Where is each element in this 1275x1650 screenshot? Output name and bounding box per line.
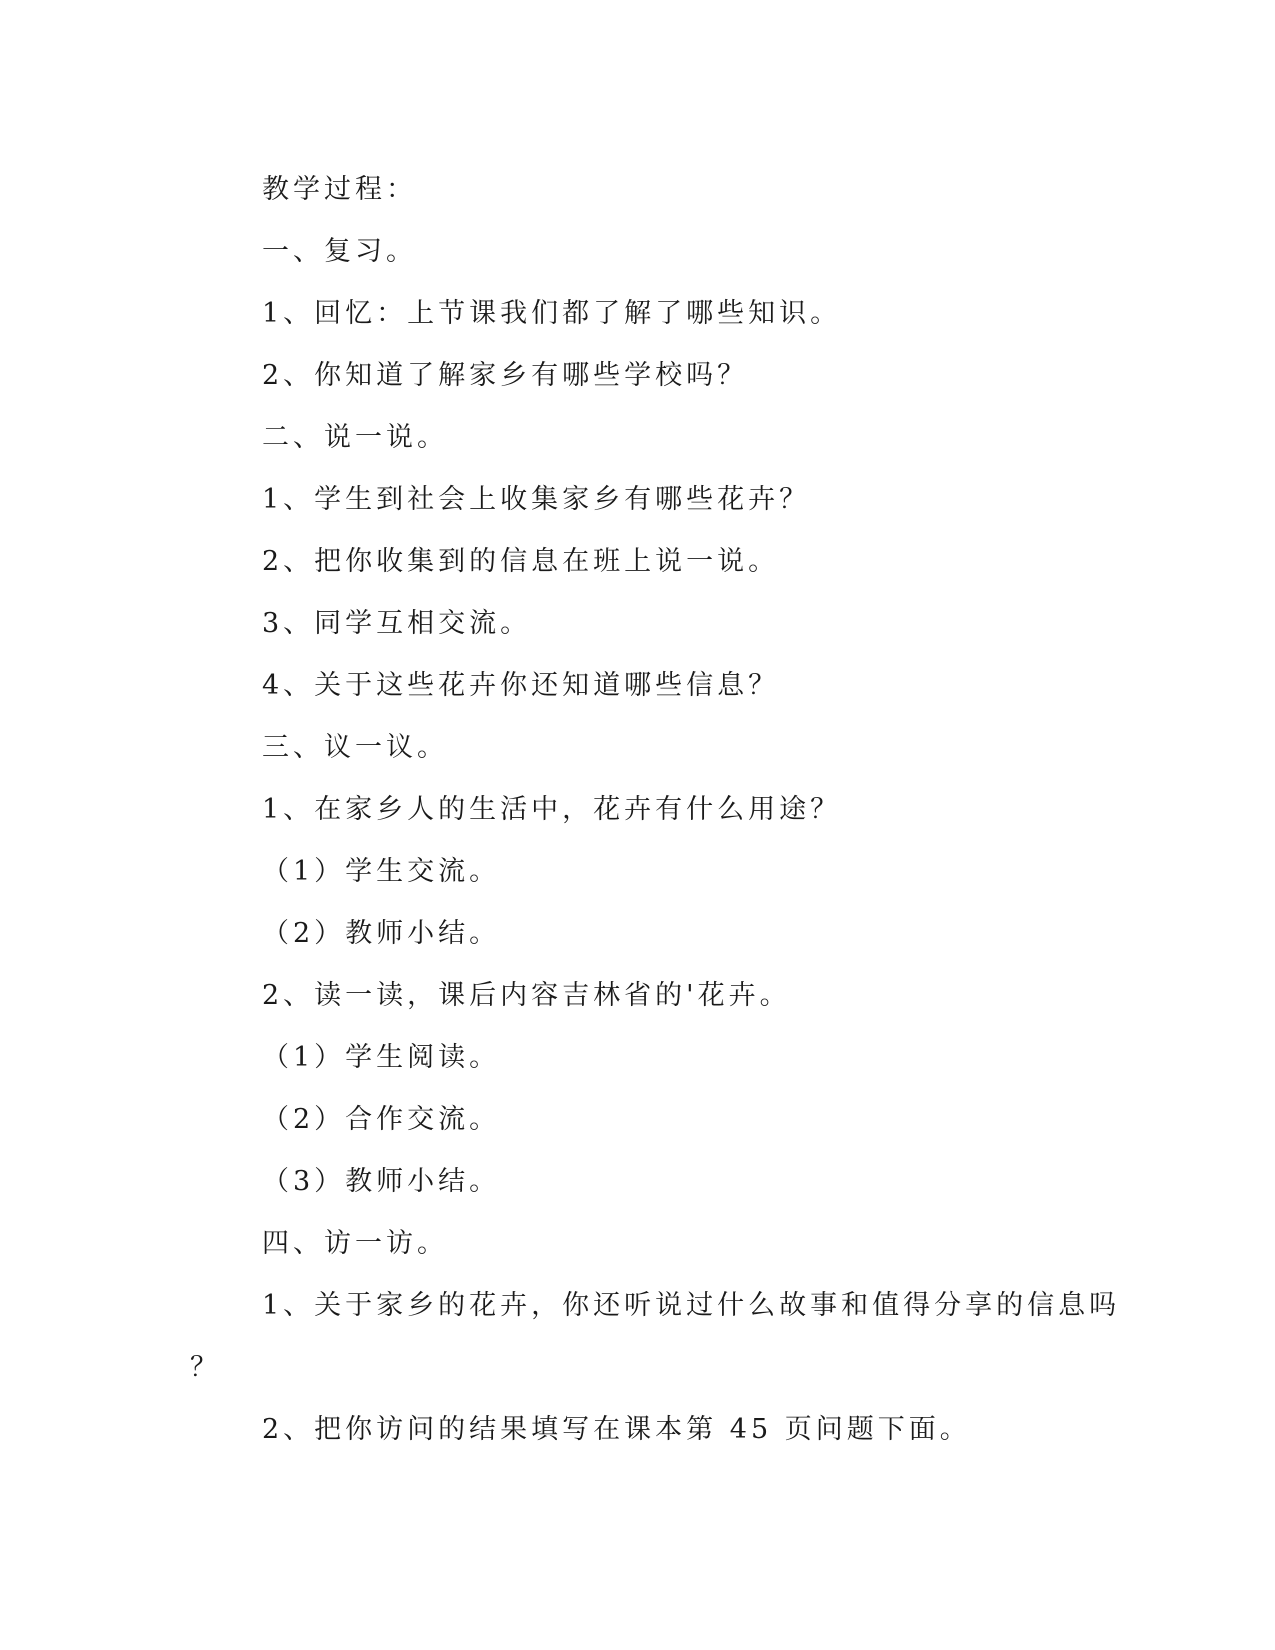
list-item: 2、把你收集到的信息在班上说一说。	[262, 546, 780, 577]
list-item: 1、学生到社会上收集家乡有哪些花卉？	[262, 484, 811, 515]
list-item: 2、读一读，课后内容吉林省的'花卉。	[262, 980, 791, 1011]
section-heading-visit: 四、访一访。	[262, 1228, 448, 1259]
section-heading-review: 一、复习。	[262, 236, 417, 267]
section-heading-teaching-process: 教学过程：	[262, 174, 417, 205]
list-item: 1、关于家乡的花卉，你还听说过什么故事和值得分享的信息吗	[262, 1290, 1121, 1321]
sub-list-item: （3）教师小结。	[262, 1166, 501, 1197]
list-item-continuation: ？	[190, 1352, 221, 1383]
list-item: 3、同学互相交流。	[262, 608, 532, 639]
list-item: 4、关于这些花卉你还知道哪些信息？	[262, 670, 780, 701]
section-heading-discuss: 二、说一说。	[262, 422, 448, 453]
sub-list-item: （1）学生阅读。	[262, 1042, 501, 1073]
sub-list-item: （2）教师小结。	[262, 918, 501, 949]
list-item: 1、在家乡人的生活中，花卉有什么用途？	[262, 794, 842, 825]
section-heading-deliberate: 三、议一议。	[262, 732, 448, 763]
list-item: 1、回忆：上节课我们都了解了哪些知识。	[262, 298, 842, 329]
list-item: 2、你知道了解家乡有哪些学校吗？	[262, 360, 749, 391]
sub-list-item: （1）学生交流。	[262, 856, 501, 887]
list-item: 2、把你访问的结果填写在课本第 45 页问题下面。	[262, 1414, 971, 1445]
sub-list-item: （2）合作交流。	[262, 1104, 501, 1135]
